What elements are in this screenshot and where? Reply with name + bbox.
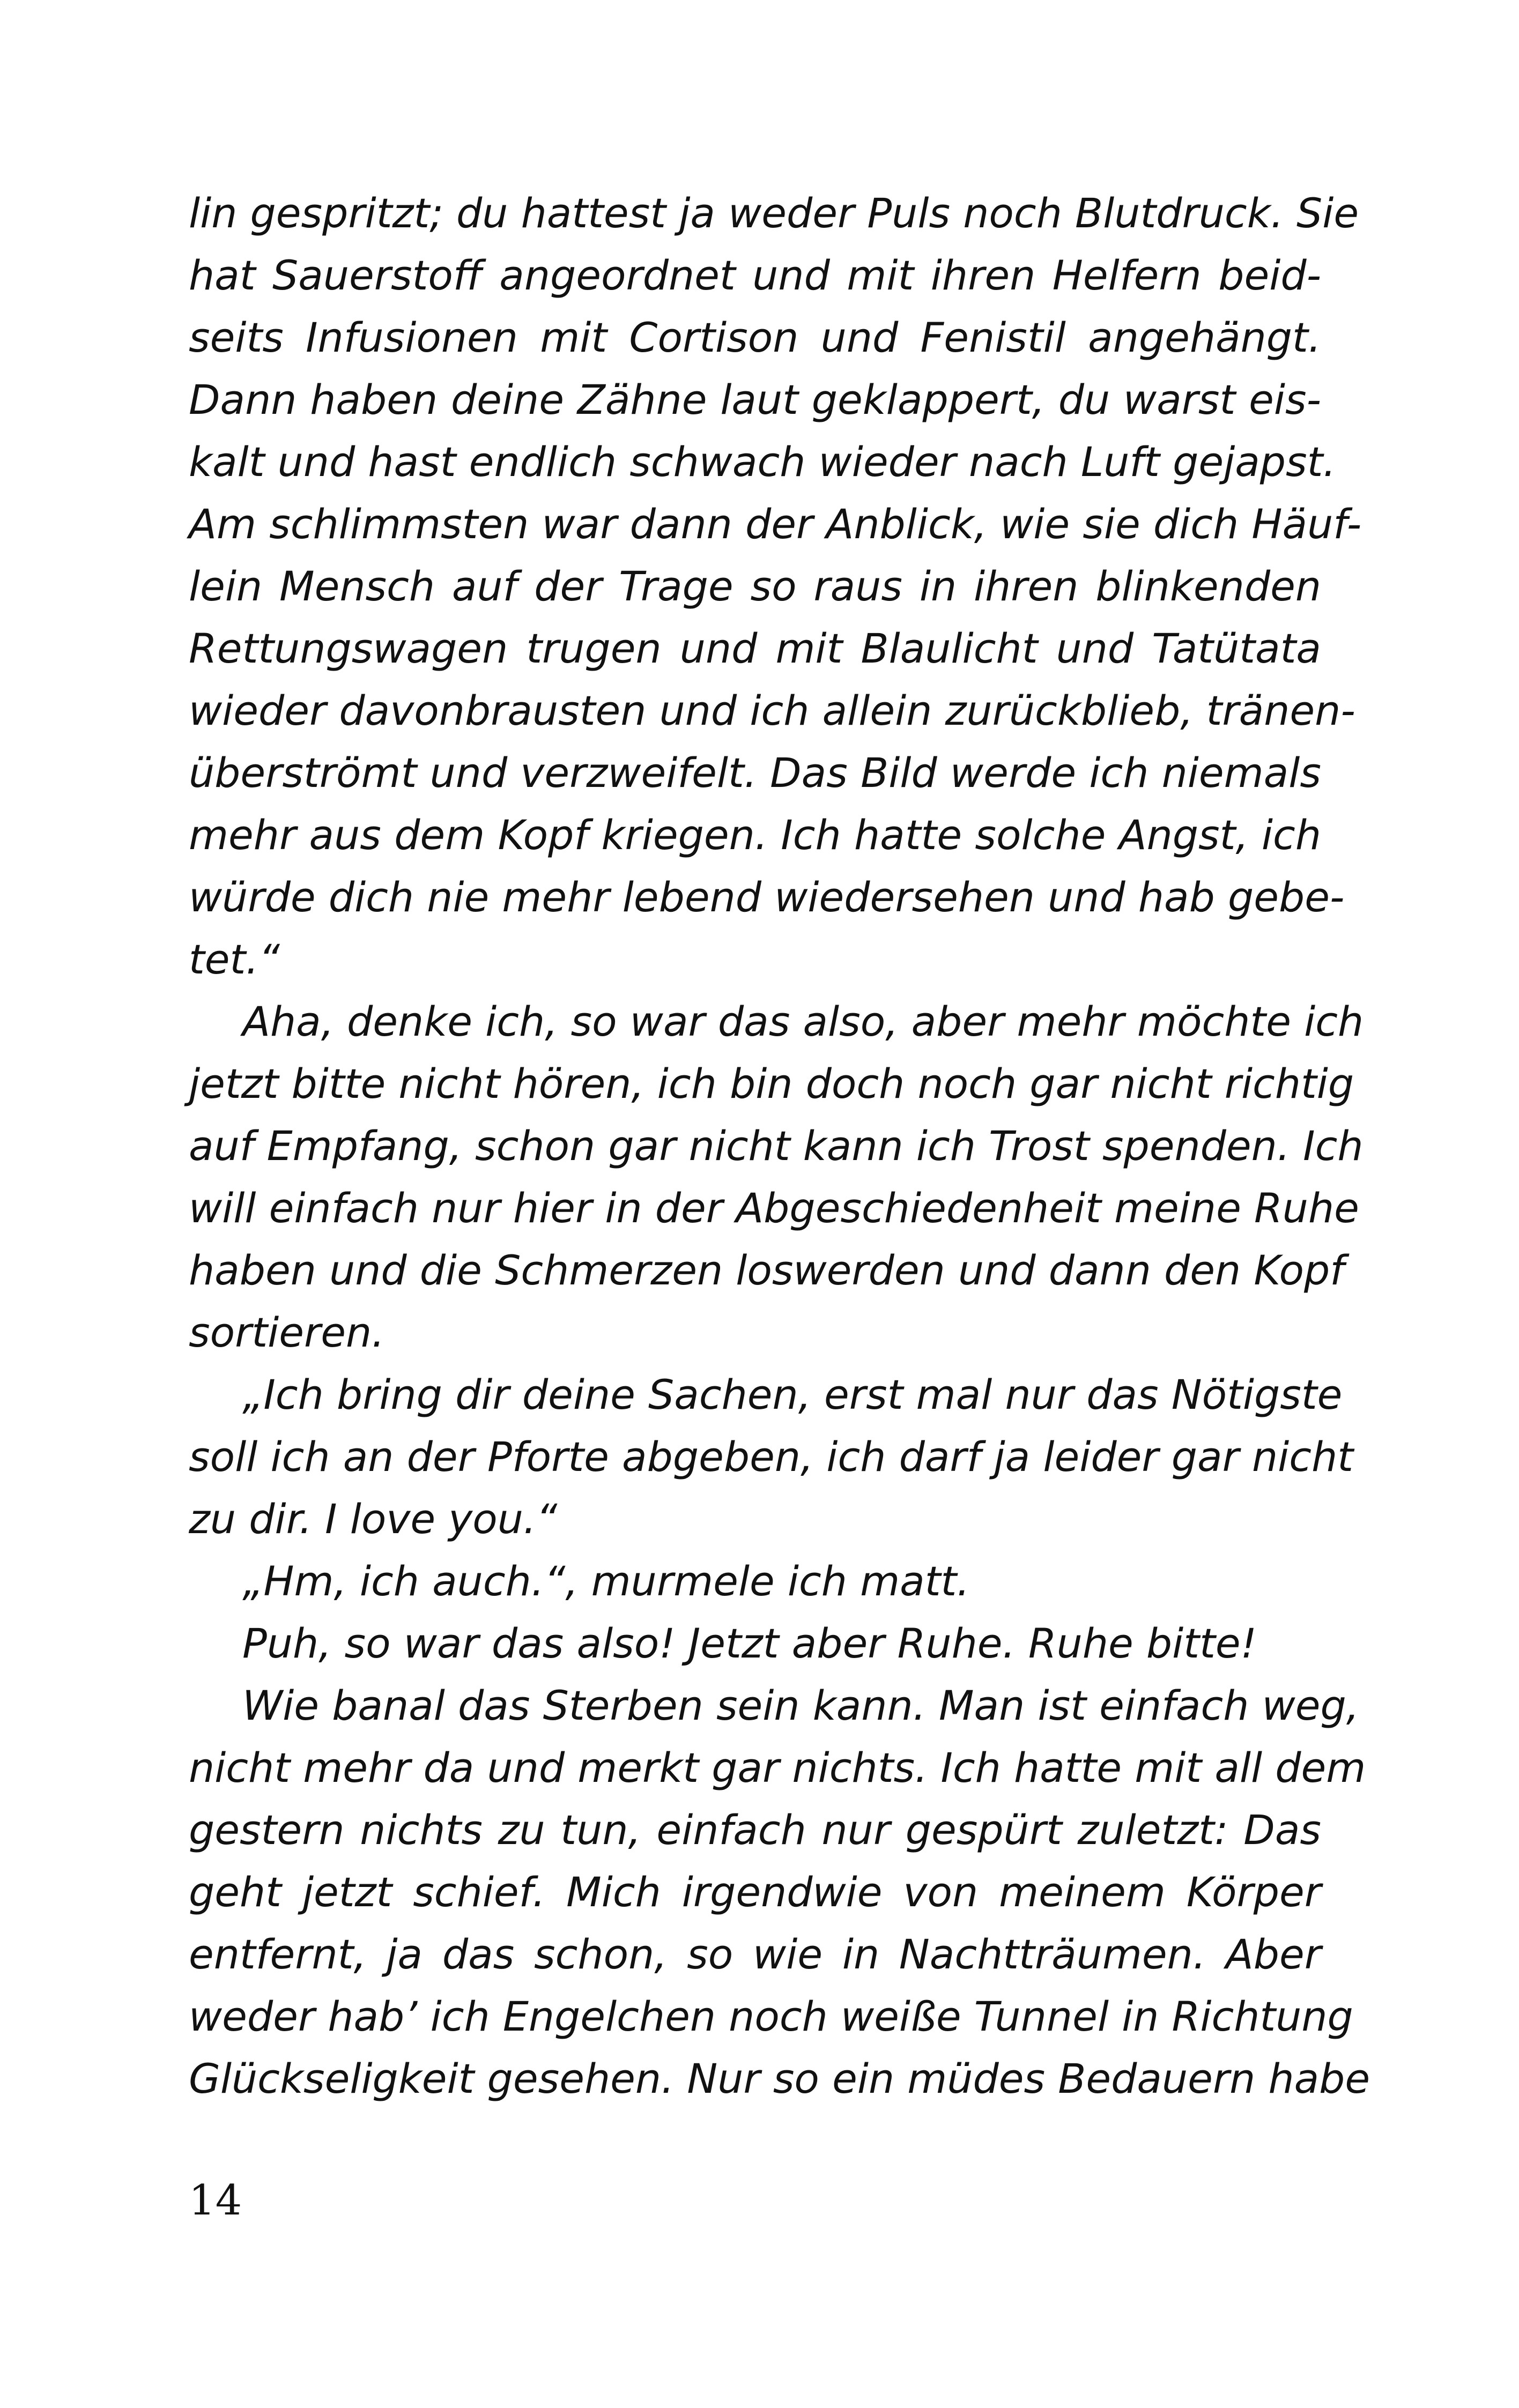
text-line: gestern nichts zu tun, einfach nur gespürt zuletzt: Das — [189, 1806, 1321, 1854]
text-line: will einfach nur hier in der Abgeschiedenheit meine Ruhe — [189, 1184, 1359, 1232]
text-line: sortieren. — [189, 1309, 385, 1356]
text-line: Wie banal das Sterben sein kann. Man ist einfach weg, — [242, 1682, 1359, 1729]
text-line: Am schlimmsten war dann der Anblick, wie sie dich Häuf- — [189, 500, 1362, 548]
text-line: entfernt, ja das schon, so wie in Nachtträumen. Aber — [189, 1930, 1321, 1978]
text-line: lin gespritzt; du hattest ja weder Puls noch Blutdruck. Sie — [189, 189, 1359, 237]
text-line: kalt und hast endlich schwach wieder nach Luft gejapst. — [189, 438, 1336, 486]
text-line: Dann haben deine Zähne laut geklappert, du warst eis- — [189, 376, 1321, 423]
text-line: auf Empfang, schon gar nicht kann ich Trost spenden. Ich — [189, 1122, 1364, 1170]
text-line: nicht mehr da und merkt gar nichts. Ich hatte mit all dem — [189, 1744, 1366, 1792]
text-line: „Hm, ich auch.“, murmele ich matt. — [242, 1557, 970, 1605]
text-line: Rettungswagen trugen und mit Blaulicht und Tatütata — [189, 625, 1321, 672]
body-text — [189, 182, 1370, 2110]
text-line: Puh, so war das also! Jetzt aber Ruhe. Ruhe bitte! — [242, 1619, 1257, 1667]
text-line: jetzt bitte nicht hören, ich bin doch noch gar nicht richtig — [189, 1060, 1354, 1108]
text-line: Aha, denke ich, so war das also, aber mehr möchte ich — [242, 998, 1364, 1045]
text-line: mehr aus dem Kopf kriegen. Ich hatte solche Angst, ich — [189, 811, 1321, 859]
text-line: haben und die Schmerzen loswerden und dann den Kopf — [189, 1246, 1344, 1294]
text-line: geht jetzt schief. Mich irgendwie von meinem Körper — [189, 1868, 1321, 1916]
text-line: tet.“ — [189, 935, 280, 983]
text-line: weder hab’ ich Engelchen noch weiße Tunnel in Richtung — [189, 1993, 1353, 2040]
text-line: zu dir. I love you.“ — [189, 1495, 558, 1543]
text-line: wieder davonbrausten und ich allein zurückblieb, tränen- — [189, 687, 1355, 734]
text-line: würde dich nie mehr lebend wiedersehen und hab gebe- — [189, 873, 1345, 921]
page-number: 14 — [189, 2176, 242, 2225]
text-line: hat Sauerstoff angeordnet und mit ihren Helfern beid- — [189, 251, 1321, 299]
text-line: „Ich bring dir deine Sachen, erst mal nur das Nötigste — [242, 1371, 1343, 1418]
text-line: Glückseligkeit gesehen. Nur so ein müdes Bedauern habe — [189, 2055, 1370, 2102]
text-line: soll ich an der Pforte abgeben, ich darf ja leider gar nicht — [189, 1433, 1354, 1481]
text-line: lein Mensch auf der Trage so raus in ihren blinkenden — [189, 562, 1321, 610]
text-line: überströmt und verzweifelt. Das Bild werde ich niemals — [189, 749, 1321, 797]
text-line: seits Infusionen mit Cortison und Fenistil angehängt. — [189, 314, 1321, 361]
